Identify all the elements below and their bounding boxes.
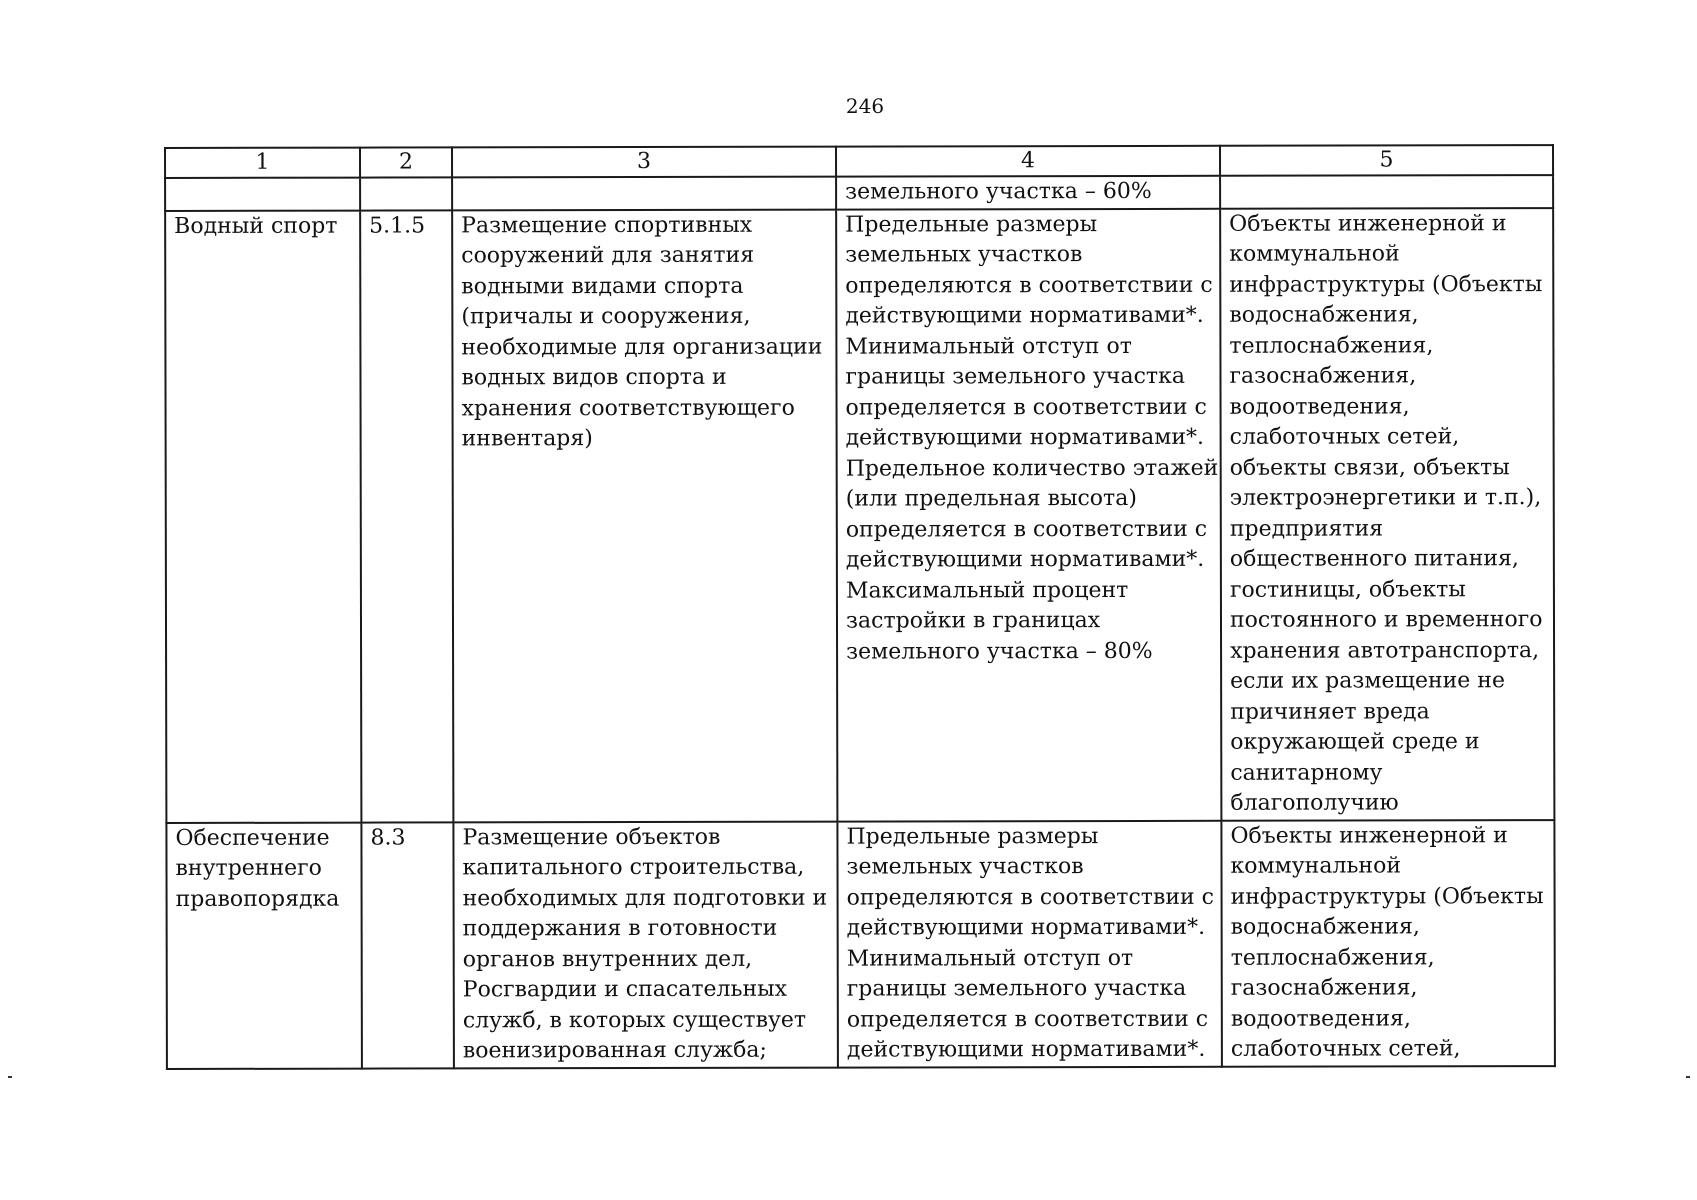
page-number: 246	[845, 94, 885, 118]
text-line: теплоснабжения,	[1230, 944, 1435, 971]
text-line: слаботочных сетей,	[1229, 424, 1460, 450]
text-line: окружающей среде и	[1230, 729, 1480, 755]
text-line: водных видов спорта и	[461, 364, 727, 391]
text-line: Обеспечение	[175, 825, 330, 851]
text-line: действующими нормативами*.	[845, 302, 1204, 329]
text-line: Минимальный отступ от	[846, 945, 1134, 972]
text-line: Минимальный отступ от	[845, 333, 1132, 360]
text-line: инвентаря)	[461, 426, 593, 452]
header-row	[165, 145, 1553, 178]
text-line: слаботочных сетей,	[1230, 1036, 1461, 1062]
text-line: границы земельного участка	[846, 975, 1187, 1002]
text-line: земельных участков	[845, 242, 1083, 268]
text-line: Объекты инженерной и	[1230, 822, 1508, 849]
header-cell: 4	[836, 146, 1220, 177]
text-line: Максимальный процент	[845, 577, 1129, 604]
text-line: органов внутренних дел,	[462, 946, 753, 972]
text-line: границы земельного участка	[845, 363, 1185, 390]
text-line: постоянного и временного	[1229, 607, 1543, 633]
text-line: если их размещение не	[1230, 668, 1506, 694]
text-line: хранения автотранспорта,	[1230, 637, 1540, 664]
header-cell: 2	[360, 147, 452, 177]
text-line: определяется в соответствии с	[846, 1006, 1209, 1033]
text-line: причиняет вреда	[1230, 698, 1430, 725]
empty-cell	[360, 177, 452, 210]
text-line: газоснабжения,	[1230, 975, 1418, 1001]
text-line: действующими нормативами*.	[846, 1036, 1206, 1063]
use-type-description	[452, 209, 837, 822]
text-line: водоотведения,	[1229, 393, 1410, 420]
text-line: необходимых для подготовки и	[462, 885, 828, 911]
use-type-name: Водный спорт	[165, 210, 361, 822]
scan-mark	[1686, 1076, 1690, 1078]
header-cell: 1	[165, 148, 360, 178]
text-line: водными видами спорта	[461, 273, 744, 299]
header-cell: 5	[1220, 145, 1553, 176]
text-line: определяется в соответствии с	[845, 516, 1208, 543]
text-line: водоотведения,	[1230, 1005, 1411, 1032]
text-line: коммунальной	[1230, 853, 1402, 879]
text-line: водоснабжения,	[1229, 302, 1419, 328]
text-line: Предельные размеры	[845, 211, 1098, 238]
text-line: действующими нормативами*.	[845, 424, 1205, 451]
auxiliary-uses	[1221, 820, 1555, 1067]
parameters-continuation: земельного участка – 60%	[836, 176, 1220, 209]
text-line: Предельные размеры	[846, 823, 1099, 850]
text-line: гостиницы, объекты	[1229, 576, 1466, 603]
text-line: инфраструктуры (Объекты	[1229, 271, 1543, 298]
text-line: правопорядка	[175, 886, 340, 912]
table-row	[166, 820, 1555, 1069]
text-line: общественного питания,	[1229, 546, 1519, 572]
text-line: внутреннего	[175, 855, 322, 881]
scan-mark	[8, 1076, 12, 1078]
text-line: земельного участка – 80%	[846, 638, 1153, 665]
empty-cell	[1220, 175, 1553, 208]
auxiliary-uses	[1220, 208, 1554, 821]
text-line: благополучию	[1230, 790, 1399, 816]
text-line: теплоснабжения,	[1229, 332, 1434, 359]
text-line: Предельное количество этажей	[845, 455, 1219, 482]
text-line: Объекты инженерной и	[1229, 210, 1507, 237]
text-line: действующими нормативами*.	[846, 914, 1206, 941]
text-line: коммунальной	[1229, 241, 1400, 267]
text-line: капитального строительства,	[462, 854, 805, 881]
use-type-code: 5.1.5	[360, 210, 453, 822]
text-line: военизированная служба;	[462, 1037, 767, 1064]
text-line: (причалы и сооружения,	[461, 303, 751, 330]
text-line: Размещение спортивных	[461, 212, 753, 238]
use-type-description	[453, 821, 838, 1068]
empty-cell	[165, 178, 360, 211]
text-line: санитарному	[1230, 759, 1383, 786]
text-line: застройки в границах	[845, 608, 1101, 634]
text-line: Росгвардии и спасательных	[462, 976, 788, 1003]
text-line: сооружений для занятия	[461, 242, 755, 269]
text-line: инфраструктуры (Объекты	[1230, 883, 1544, 910]
text-line: предприятия	[1229, 515, 1384, 542]
text-line: действующими нормативами*.	[845, 546, 1205, 573]
text-line: газоснабжения,	[1229, 363, 1417, 389]
text-line: необходимые для организации	[461, 334, 823, 360]
text-line: водоснабжения,	[1230, 914, 1420, 940]
text-line: (или предельная высота)	[845, 485, 1137, 512]
building-parameters	[837, 820, 1222, 1067]
use-type-name	[166, 822, 362, 1068]
text-line: земельных участков	[846, 854, 1084, 880]
table-row	[165, 208, 1554, 823]
text-line: объекты связи, объекты	[1229, 454, 1510, 481]
text-line: определяется в соответствии с	[845, 394, 1207, 421]
building-parameters	[836, 208, 1221, 821]
use-type-code: 8.3	[361, 822, 454, 1068]
text-line: служб, в которых существует	[462, 1007, 807, 1033]
text-line: хранения соответствующего	[461, 395, 795, 421]
text-line: определяются в соответствии с	[845, 272, 1213, 299]
continuation-row	[165, 175, 1553, 210]
text-line: электроэнергетики и т.п.),	[1229, 485, 1542, 511]
text-line: поддержания в готовности	[462, 915, 778, 942]
land-use-table	[164, 144, 1556, 1069]
empty-cell	[452, 177, 836, 210]
text-line: Размещение объектов	[462, 824, 721, 850]
header-cell: 3	[452, 147, 836, 178]
text-line: определяются в соответствии с	[846, 884, 1215, 911]
